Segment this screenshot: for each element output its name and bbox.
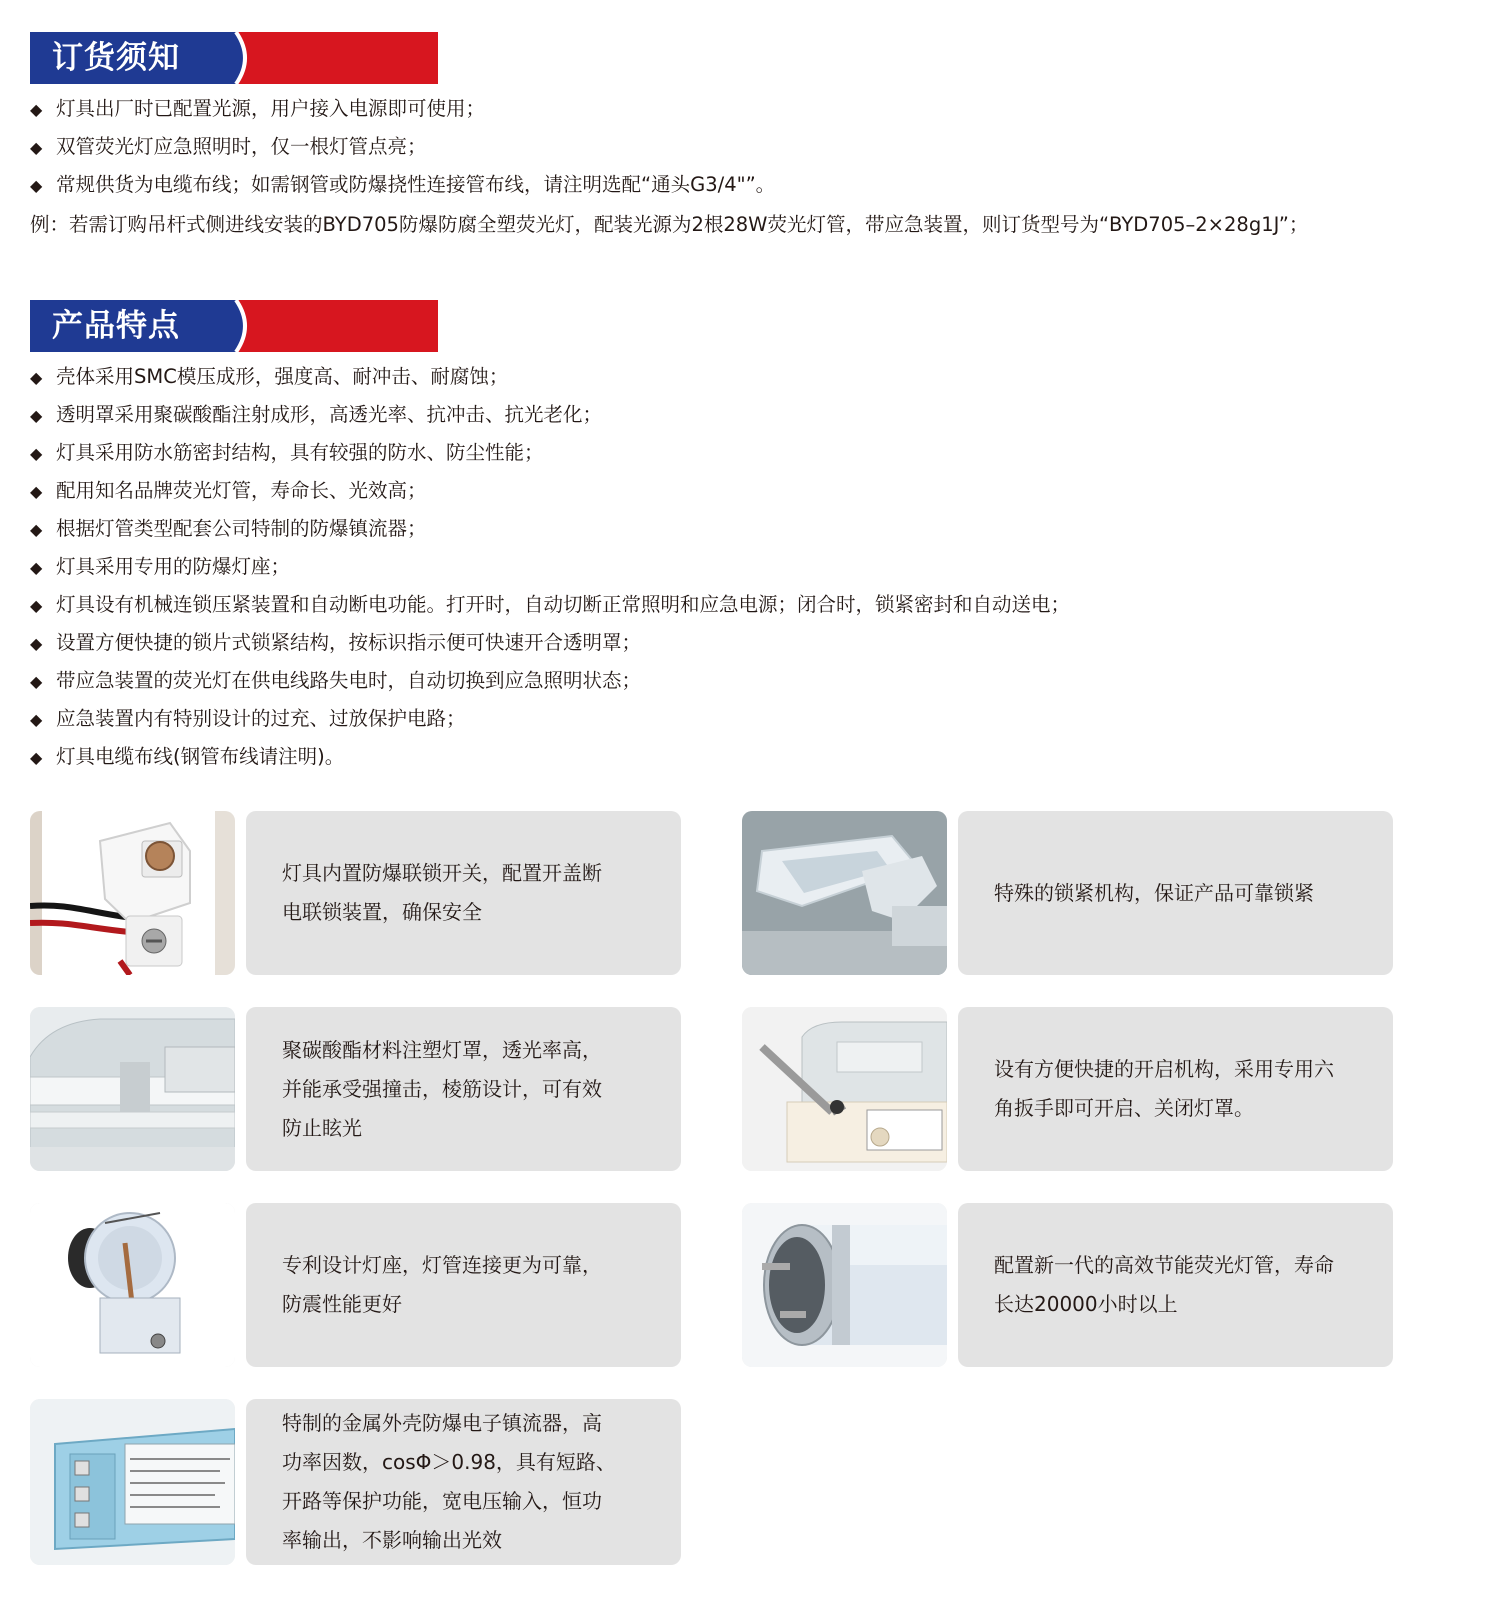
list-item: ◆ 灯具出厂时已配置光源，用户接入电源即可使用； [30,90,775,128]
card-text-line: 灯具内置防爆联锁开关，配置开盖断 [282,861,602,885]
card-text-line: 并能承受强撞击，棱筋设计，可有效 [282,1076,602,1101]
list-item: ◆ 带应急装置的荧光灯在供电线路失电时，自动切换到应急照明状态； [30,662,1070,700]
list-item: ◆ 应急装置内有特别设计的过充、过放保护电路； [30,700,1070,738]
electronic-ballast-card [246,1399,681,1565]
card-text-line: 专利设计灯座，灯管连接更为可靠， [282,1253,602,1277]
diamond-bullet-icon: ◆ [30,406,43,425]
list-item: ◆ 双管荧光灯应急照明时，仅一根灯管点亮； [30,128,775,166]
list-item: ◆ 灯具采用专用的防爆灯座； [30,548,1070,586]
card-text-line: 功率因数，cosΦ＞0.98，具有短路、 [282,1450,616,1474]
card-text-line: 特制的金属外壳防爆电子镇流器，高 [282,1411,602,1435]
list-item: ◆ 透明罩采用聚碳酸酯注射成形，高透光率、抗冲击、抗光老化； [30,396,1070,434]
list-item: ◆ 壳体采用SMC模压成形，强度高、耐冲击、耐腐蚀； [30,358,1070,396]
fluorescent-tube-photo [742,1203,947,1367]
list-item: ◆ 灯具设有机械连锁压紧装置和自动断电功能。打开时，自动切断正常照明和应急电源；闭合时，锁紧密封和自动送电； [30,586,1070,624]
ordering-example: 例：若需订购吊杆式侧进线安装的BYD705防爆防腐全塑荧光灯，配装光源为2根28W荧光灯管，带应急装置，则订货型号为“BYD705–2×28g1J”； [30,213,1309,236]
locking-mechanism-card [958,811,1393,975]
interlock-switch-photo [30,811,235,975]
diamond-bullet-icon: ◆ [30,748,43,767]
card-text-line: 长达20000小时以上 [994,1292,1178,1316]
diamond-bullet-icon: ◆ [30,558,43,577]
diamond-bullet-icon: ◆ [30,368,43,387]
diamond-bullet-icon: ◆ [30,672,43,691]
list-item: ◆ 灯具电缆布线(钢管布线请注明)。 [30,738,1070,776]
diamond-bullet-icon: ◆ [30,596,43,615]
card-text-line: 角扳手即可开启、关闭灯罩。 [994,1096,1254,1120]
list-item: ◆ 设置方便快捷的锁片式锁紧结构，按标识指示便可快速开合透明罩； [30,624,1070,662]
ordering-title: 订货须知 [52,40,180,76]
card-text-line: 配置新一代的高效节能荧光灯管，寿命 [994,1253,1334,1277]
diamond-bullet-icon: ◆ [30,444,43,463]
features-list [30,358,1070,776]
features-title: 产品特点 [52,308,180,344]
card-text-line: 防震性能更好 [282,1292,402,1316]
diamond-bullet-icon: ◆ [30,100,43,119]
hex-wrench-photo [742,1007,947,1171]
card-text-line: 特殊的锁紧机构，保证产品可靠锁紧 [994,880,1314,905]
diamond-bullet-icon: ◆ [30,634,43,653]
polycarbonate-cover-card [246,1007,681,1171]
ordering-list [30,90,775,204]
polycarbonate-cover-photo [30,1007,235,1171]
diamond-bullet-icon: ◆ [30,176,43,195]
card-text-line: 电联锁装置，确保安全 [282,900,482,924]
ordering-section-header [30,32,438,84]
hex-wrench-card [958,1007,1393,1171]
card-text-line: 率输出，不影响输出光效 [282,1528,502,1552]
locking-mechanism-photo [742,811,947,975]
card-text-line: 开路等保护功能，宽电压输入，恒功 [282,1489,602,1513]
diamond-bullet-icon: ◆ [30,520,43,539]
diamond-bullet-icon: ◆ [30,138,43,157]
features-section-header [30,300,438,352]
list-item: ◆ 灯具采用防水筋密封结构，具有较强的防水、防尘性能； [30,434,1070,472]
fluorescent-tube-card [958,1203,1393,1367]
card-text-line: 聚碳酸酯材料注塑灯罩，透光率高， [282,1037,602,1062]
list-item: ◆ 常规供货为电缆布线；如需钢管或防爆挠性连接管布线，请注明选配“通头G3/4"”。 [30,166,775,204]
lamp-holder-card [246,1203,681,1367]
diamond-bullet-icon: ◆ [30,710,43,729]
lamp-holder-photo [30,1203,235,1367]
list-item: ◆ 根据灯管类型配套公司特制的防爆镇流器； [30,510,1070,548]
list-item: ◆ 配用知名品牌荧光灯管，寿命长、光效高； [30,472,1070,510]
card-text-line: 设有方便快捷的开启机构，采用专用六 [994,1057,1334,1081]
interlock-switch-card [246,811,681,975]
card-text-line: 防止眩光 [282,1115,362,1140]
diamond-bullet-icon: ◆ [30,482,43,501]
electronic-ballast-photo [30,1399,235,1565]
